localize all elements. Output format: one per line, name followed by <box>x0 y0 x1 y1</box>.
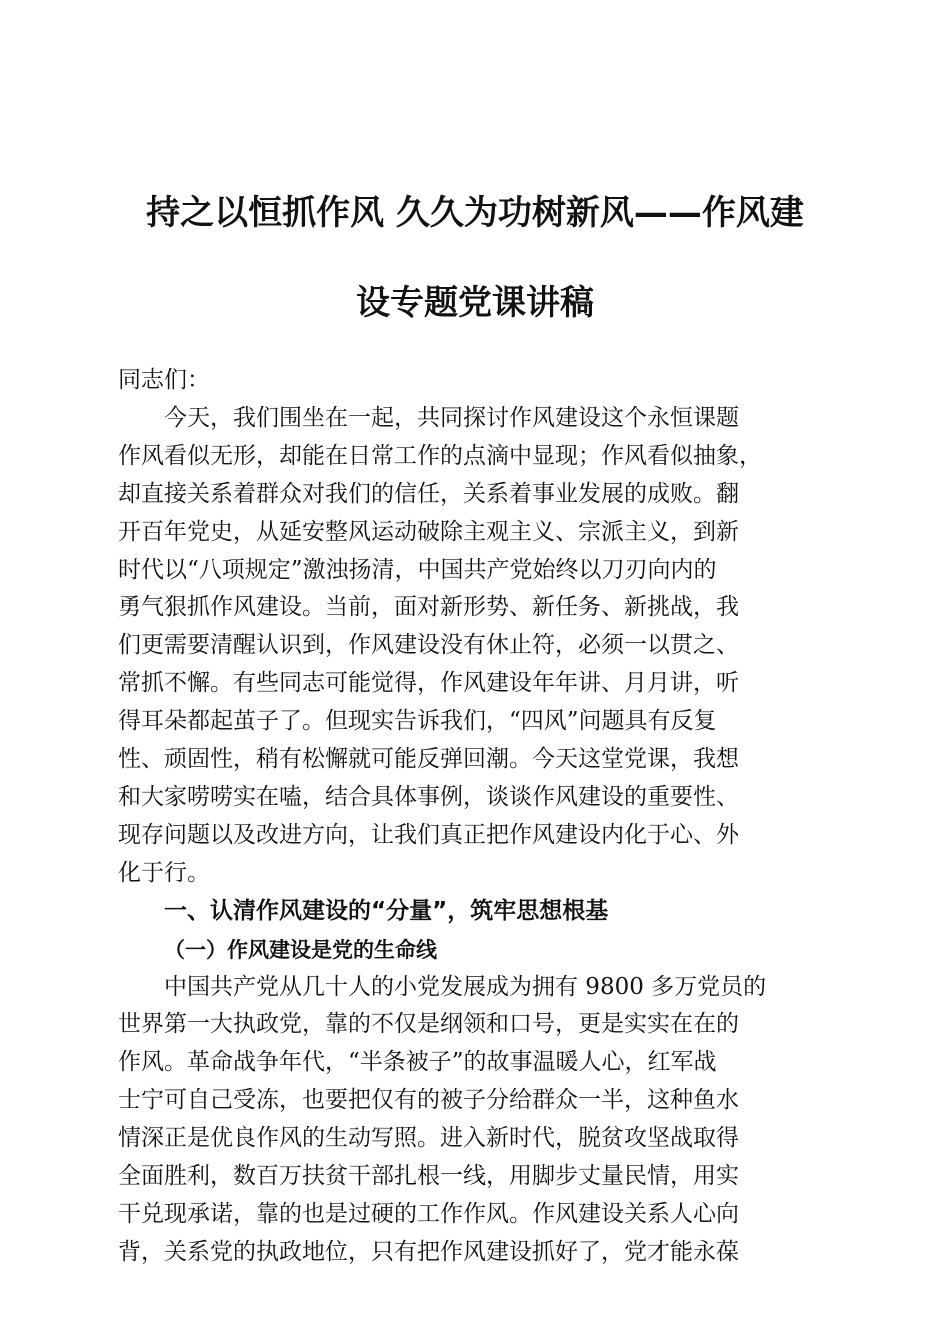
text-line: 作风看似无形，却能在日常工作的点滴中显现；作风看似抽象， <box>118 442 762 469</box>
text-line: 背，关系党的执政地位，只有把作风建设抓好了，党才能永葆 <box>118 1238 739 1265</box>
text-line: 情深正是优良作风的生动写照。进入新时代，脱贫攻坚战取得 <box>118 1125 739 1152</box>
title-line-2: 设专题党课讲稿 <box>356 283 594 323</box>
text-line: 干兑现承诺，靠的也是过硬的工作作风。作风建设关系人心向 <box>118 1200 739 1227</box>
text-line: 得耳朵都起茧子了。但现实告诉我们，“四风”问题具有反复 <box>118 708 717 735</box>
text-line: 化于行。 <box>118 859 210 886</box>
salutation: 同志们： <box>118 367 210 393</box>
section-paragraph <box>118 969 832 1272</box>
subsection-heading: （一）作风建设是党的生命线 <box>164 936 437 962</box>
text-line: 勇气狠抓作风建设。当前，面对新形势、新任务、新挑战，我 <box>118 594 739 621</box>
text-line: 作风。革命战争年代，“半条被子”的故事温暖人心，红军战 <box>118 1049 717 1076</box>
text-line: 时代以“八项规定”激浊扬清，中国共产党始终以刀刃向内的 <box>118 556 717 583</box>
intro-paragraph <box>118 400 832 893</box>
text-line: 性、顽固性，稍有松懈就可能反弹回潮。今天这堂党课，我想 <box>118 746 739 773</box>
text-line: 却直接关系着群众对我们的信任，关系着事业发展的成败。翻 <box>118 480 739 507</box>
text-line: 常抓不懈。有些同志可能觉得，作风建设年年讲、月月讲，听 <box>118 670 739 697</box>
document-title <box>118 168 832 348</box>
title-line-1: 持之以恒抓作风 久久为功树新风——作风建 <box>146 193 804 233</box>
text-line: 全面胜利，数百万扶贫干部扎根一线，用脚步丈量民情，用实 <box>118 1163 739 1190</box>
text-line: 士宁可自己受冻，也要把仅有的被子分给群众一半，这种鱼水 <box>118 1087 739 1114</box>
document-body <box>118 362 832 1272</box>
section-heading: 一、认清作风建设的“分量”，筑牢思想根基 <box>164 897 609 924</box>
text-line: 们更需要清醒认识到，作风建设没有休止符，必须一以贯之、 <box>118 632 739 659</box>
text-line: 世界第一大执政党，靠的不仅是纲领和口号，更是实实在在的 <box>118 1011 739 1038</box>
text-line: 开百年党史，从延安整风运动破除主观主义、宗派主义，到新 <box>118 518 739 545</box>
text-line: 中国共产党从几十人的小党发展成为拥有 9800 多万党员的 <box>164 973 767 1000</box>
text-line: 今天，我们围坐在一起，共同探讨作风建设这个永恒课题 <box>164 404 739 431</box>
text-line: 和大家唠唠实在嗑，结合具体事例，谈谈作风建设的重要性、 <box>118 783 739 810</box>
text-line: 现存问题以及改进方向，让我们真正把作风建设内化于心、外 <box>118 821 739 848</box>
